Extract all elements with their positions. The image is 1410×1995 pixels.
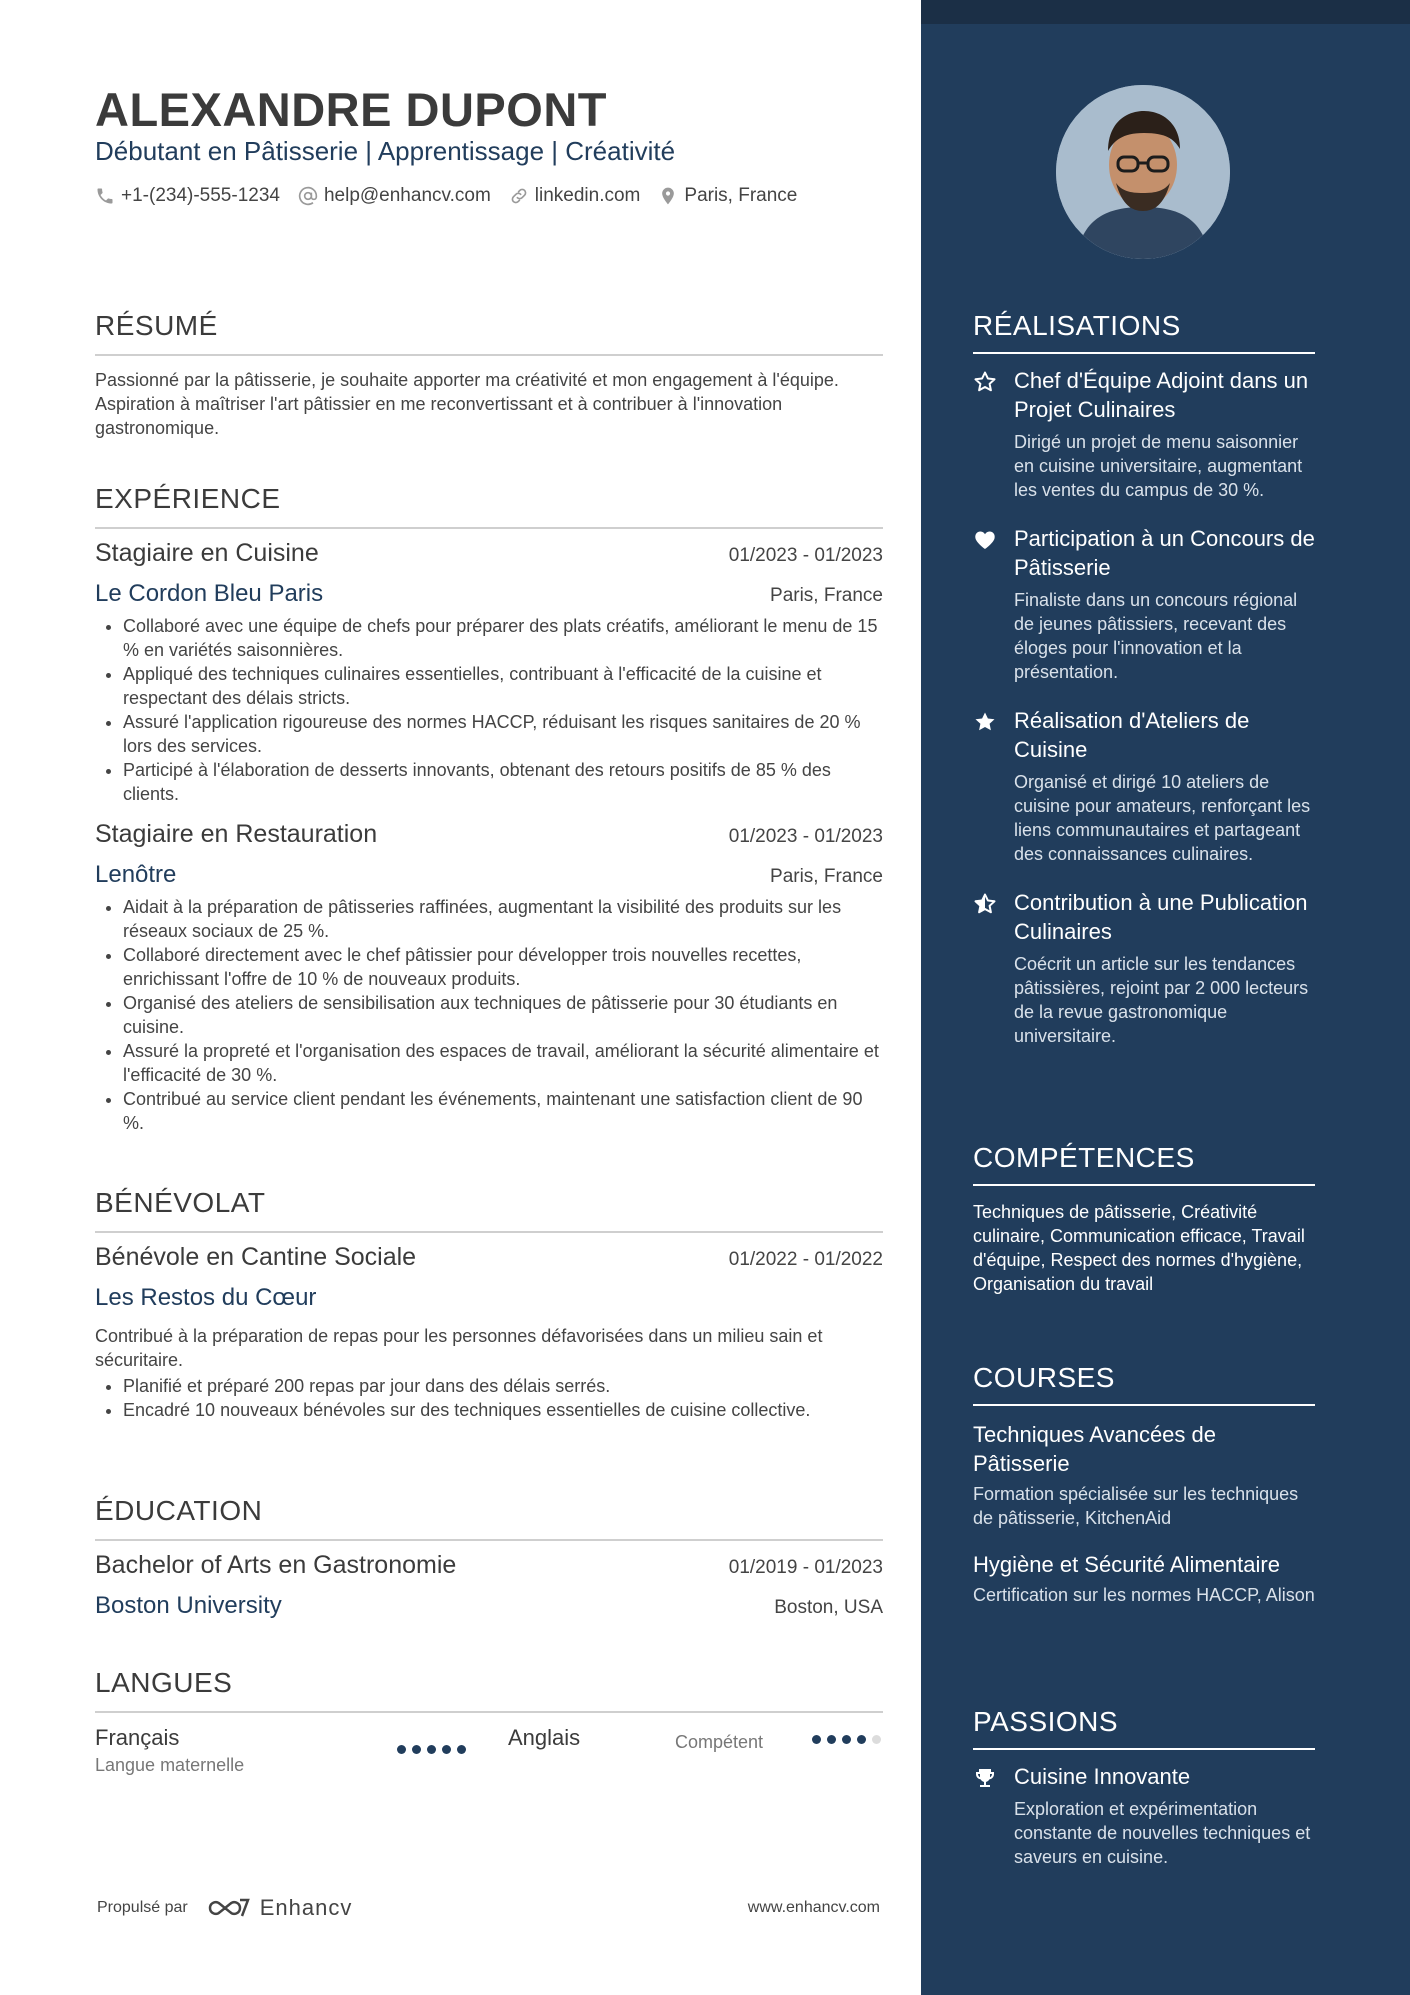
achievement-item [973, 366, 1315, 502]
summary-title: RÉSUMÉ [95, 310, 883, 356]
course-item [973, 1420, 1315, 1530]
skills-section [973, 1142, 1315, 1296]
rating-dot [827, 1735, 836, 1744]
languages-title: LANGUES [95, 1667, 883, 1713]
language-item [508, 1725, 580, 1751]
education-dates: 01/2019 - 01/2023 [728, 1557, 883, 1578]
job-role: Stagiaire en Cuisine [95, 539, 319, 567]
enhancv-logo-icon [206, 1896, 252, 1920]
candidate-headline: Débutant en Pâtisserie | Apprentissage | Créativité [95, 136, 676, 166]
job-entry [95, 820, 883, 1135]
email-address: help@enhancv.com [323, 185, 491, 206]
achievements-title: RÉALISATIONS [973, 310, 1315, 354]
bullet: • Participé à l'élaboration de desserts innovants, obtenant des retours positifs de 85 % des clients. [123, 758, 883, 806]
achievement-title: Chef d'Équipe Adjoint dans un Projet Culinaires [1014, 368, 1309, 422]
job-company: Lenôtre [95, 861, 177, 888]
summary-section [95, 310, 883, 440]
phone-icon [95, 186, 115, 206]
star-icon [973, 710, 997, 734]
passion-item [973, 1762, 1315, 1869]
passions-section [973, 1706, 1315, 1869]
language-rating [397, 1745, 466, 1754]
achievement-item [973, 524, 1315, 684]
courses-title: COURSES [973, 1362, 1315, 1406]
rating-dot [457, 1745, 466, 1754]
volunteer-dates: 01/2022 - 01/2022 [728, 1249, 883, 1270]
experience-section [95, 483, 883, 1135]
languages-section [95, 1667, 883, 1785]
volunteer-bullets [95, 1374, 883, 1422]
language-item [95, 1725, 244, 1776]
rating-dot [857, 1735, 866, 1744]
job-bullets [95, 614, 883, 806]
phone-number: +1-(234)-555-1234 [121, 185, 280, 206]
bullet: • Planifié et préparé 200 repas par jour dans des délais serrés. [123, 1374, 883, 1398]
website-link[interactable]: www.enhancv.com [747, 1899, 880, 1916]
language-rating [812, 1735, 881, 1744]
course-title: Hygiène et Sécurité Alimentaire [973, 1552, 1280, 1577]
experience-title: EXPÉRIENCE [95, 483, 883, 529]
job-entry [95, 539, 883, 806]
achievement-desc: Finaliste dans un concours régional de jeunes pâtissiers, recevant des éloges pour l'innovation et la présentation. [1014, 590, 1298, 682]
language-level: Langue maternelle [95, 1755, 245, 1775]
achievement-title: Réalisation d'Ateliers de Cuisine [1014, 708, 1250, 762]
language-name: Français [95, 1725, 180, 1750]
course-item [973, 1550, 1315, 1607]
star-outline-icon [973, 370, 997, 394]
powered-by-label: Propulsé par [97, 1899, 188, 1916]
achievement-item [973, 888, 1315, 1048]
bullet: • Encadré 10 nouveaux bénévoles sur des techniques essentielles de cuisine collective. [123, 1398, 883, 1422]
education-title: ÉDUCATION [95, 1495, 883, 1541]
rating-dot [412, 1745, 421, 1754]
location-text: Paris, France [684, 185, 798, 206]
rating-dot [397, 1745, 406, 1754]
avatar-illustration [1056, 85, 1230, 259]
job-role: Stagiaire en Restauration [95, 820, 378, 848]
trophy-icon [973, 1766, 997, 1790]
bullet: • Contribué au service client pendant les événements, maintenant une satisfaction client de 90 %. [123, 1087, 883, 1135]
contact-phone[interactable] [95, 185, 280, 207]
achievement-desc: Dirigé un projet de menu saisonnier en cuisine universitaire, augmentant les ventes du campus de 30 %. [1014, 432, 1303, 500]
language-level: Compétent [675, 1732, 764, 1752]
course-desc: Formation spécialisée sur les techniques de pâtisserie, KitchenAid [973, 1484, 1299, 1528]
job-bullets [95, 895, 883, 1135]
job-dates: 01/2023 - 01/2023 [728, 545, 883, 566]
volunteer-title: BÉNÉVOLAT [95, 1187, 883, 1233]
rating-dot [872, 1735, 881, 1744]
bullet: • Assuré l'application rigoureuse des normes HACCP, réduisant les risques sanitaires de 20 % lors des services. [123, 710, 883, 758]
candidate-name: ALEXANDRE DUPONT [95, 83, 607, 136]
contact-bar [95, 185, 797, 207]
bullet: • Aidait à la préparation de pâtisseries raffinées, augmentant la visibilité des produits sur les réseaux sociaux de 25 %. [123, 895, 883, 943]
job-location: Paris, France [770, 866, 883, 887]
rating-dot [427, 1745, 436, 1754]
passion-title: Cuisine Innovante [1014, 1764, 1191, 1789]
achievement-item [973, 706, 1315, 866]
rating-dot [442, 1745, 451, 1754]
passions-title: PASSIONS [973, 1706, 1315, 1750]
bullet: • Appliqué des techniques culinaires essentielles, contribuant à l'efficacité de la cuisine et respectant des délais stricts. [123, 662, 883, 710]
summary-text: Passionné par la pâtisserie, je souhaite apporter ma créativité et mon engagement à l'équipe. Aspiration à maîtriser l'art pâtissier en me reconvertissant et à contribuer à l'innovation gastronomique. [95, 370, 839, 438]
school: Boston University [95, 1592, 282, 1619]
job-company: Le Cordon Bleu Paris [95, 580, 324, 607]
at-icon [298, 186, 318, 206]
contact-email[interactable] [298, 185, 491, 207]
course-desc: Certification sur les normes HACCP, Alison [973, 1585, 1315, 1605]
bullet: • Collaboré avec une équipe de chefs pour préparer des plats créatifs, améliorant le menu de 15 % en variétés saisonnières. [123, 614, 883, 662]
courses-section [973, 1362, 1315, 1607]
education-location: Boston, USA [774, 1597, 883, 1618]
bullet: • Collaboré directement avec le chef pâtissier pour développer trois nouvelles recettes, enrichissant l'offre de 10 % de nouveaux produits. [123, 943, 883, 991]
rating-dot [842, 1735, 851, 1744]
brand-logo[interactable] [206, 1895, 353, 1921]
contact-linkedin[interactable] [509, 185, 641, 207]
location-pin-icon [658, 186, 678, 206]
link-icon [509, 186, 529, 206]
skills-title: COMPÉTENCES [973, 1142, 1315, 1186]
volunteer-role: Bénévole en Cantine Sociale [95, 1243, 417, 1271]
bullet: • Organisé des ateliers de sensibilisation aux techniques de pâtisserie pour 30 étudiants en cuisine. [123, 991, 883, 1039]
achievement-desc: Coécrit un article sur les tendances pâtissières, rejoint par 2 000 lecteurs de la revue gastronomique universitaire. [1014, 954, 1309, 1046]
degree: Bachelor of Arts en Gastronomie [95, 1551, 457, 1579]
heart-icon [973, 528, 997, 552]
brand-name: Enhancv [259, 1895, 353, 1920]
volunteer-section [95, 1187, 883, 1422]
education-section [95, 1495, 883, 1620]
footer [97, 1895, 880, 1921]
job-location: Paris, France [770, 585, 883, 606]
skills-text: Techniques de pâtisserie, Créativité culinaire, Communication efficace, Travail d'équipe, Respect des normes d'hygiène, Organisation du travail [973, 1202, 1305, 1294]
passion-desc: Exploration et expérimentation constante de nouvelles techniques et saveurs en cuisine. [1014, 1799, 1311, 1867]
achievement-desc: Organisé et dirigé 10 ateliers de cuisine pour amateurs, renforçant les liens communautaires et partageant des connaissances culinaires. [1014, 772, 1311, 864]
volunteer-description: Contribué à la préparation de repas pour les personnes défavorisées dans un milieu sain et sécuritaire. [95, 1326, 823, 1370]
achievement-title: Contribution à une Publication Culinaires [1014, 890, 1308, 944]
rating-dot [812, 1735, 821, 1744]
linkedin-url: linkedin.com [534, 185, 641, 206]
languages-row [95, 1725, 883, 1785]
volunteer-org: Les Restos du Cœur [95, 1284, 317, 1311]
powered-by [97, 1895, 352, 1921]
achievement-title: Participation à un Concours de Pâtisserie [1014, 526, 1315, 580]
language-name: Anglais [508, 1725, 581, 1750]
profile-photo [1056, 85, 1230, 259]
bullet: • Assuré la propreté et l'organisation des espaces de travail, améliorant la sécurité alimentaire et l'efficacité de 30 %. [123, 1039, 883, 1087]
star-half-icon [973, 892, 997, 916]
sidebar-top-bar [921, 0, 1410, 24]
achievements-section [973, 310, 1315, 1048]
job-dates: 01/2023 - 01/2023 [728, 826, 883, 847]
contact-location [658, 185, 797, 207]
course-title: Techniques Avancées de Pâtisserie [973, 1422, 1216, 1476]
